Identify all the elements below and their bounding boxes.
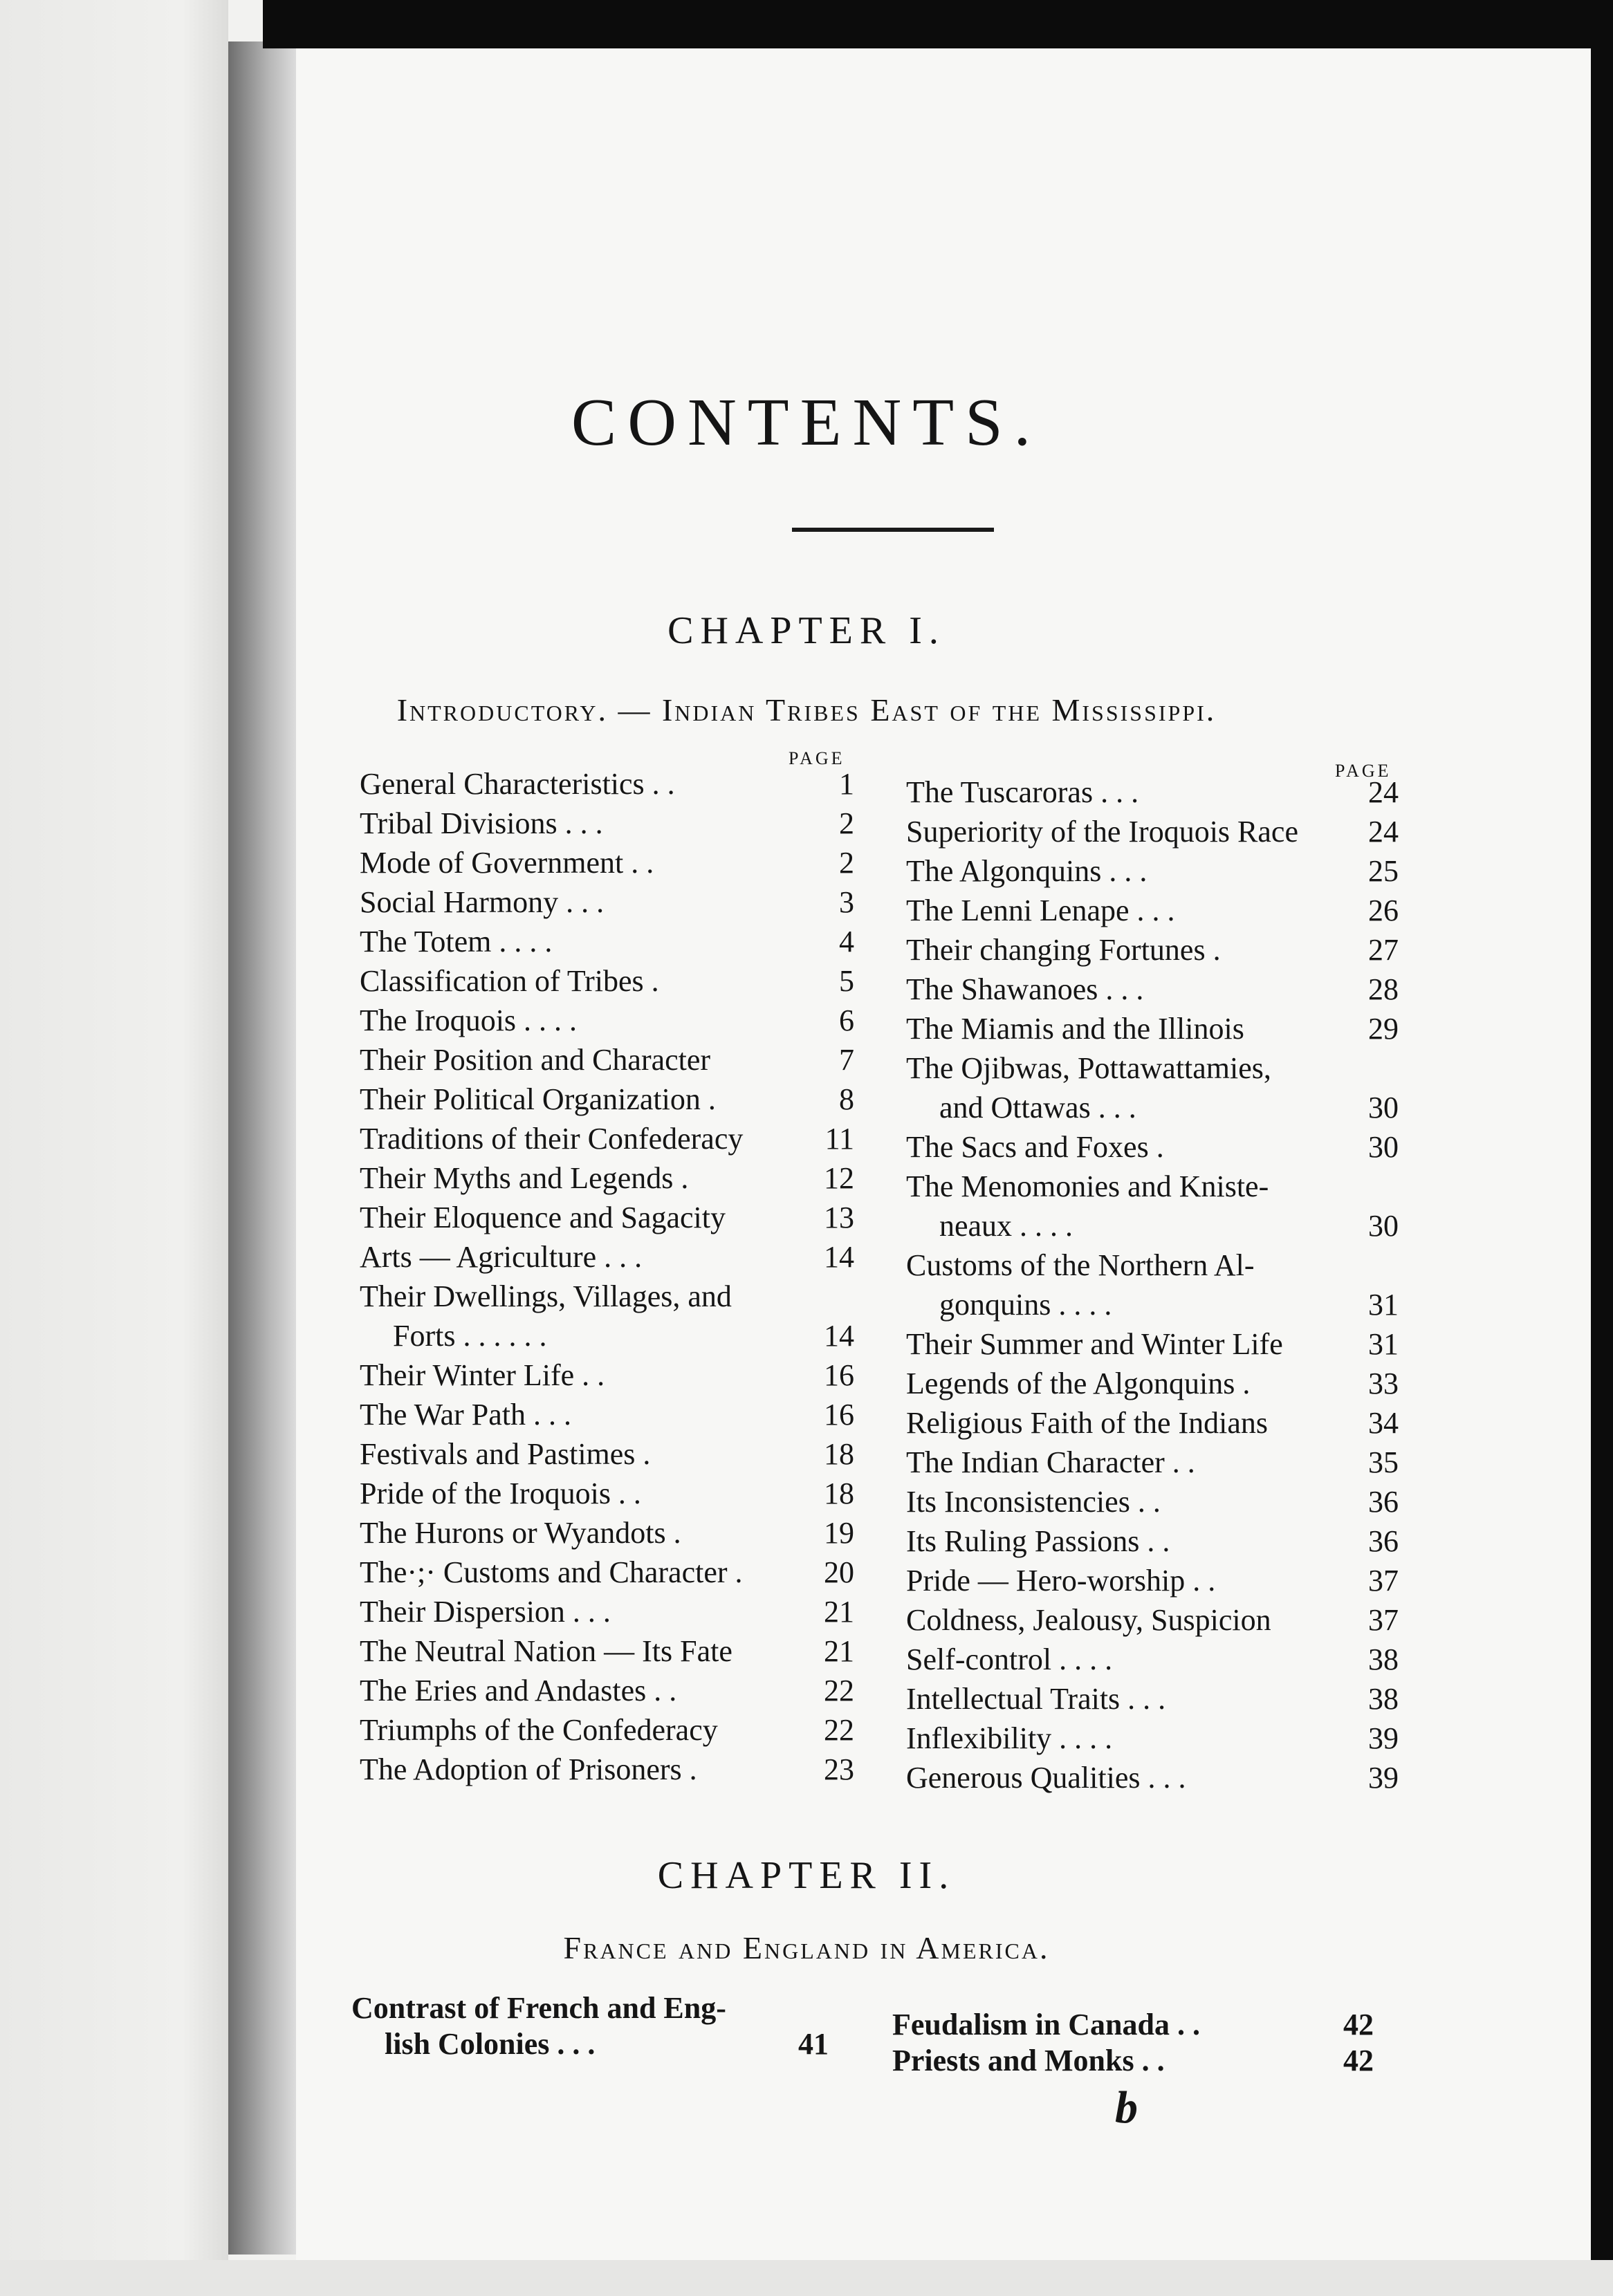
toc-entry-page: 18 bbox=[824, 1476, 854, 1510]
toc-entry bbox=[360, 845, 854, 885]
toc-entry bbox=[906, 1642, 1399, 1681]
toc-entry bbox=[906, 1563, 1399, 1602]
toc-entry bbox=[360, 1515, 854, 1555]
toc-entry-title: and Ottawas . . . bbox=[939, 1091, 1136, 1124]
toc-entry-page: 11 bbox=[824, 1122, 854, 1156]
toc-entry-page: 21 bbox=[824, 1595, 854, 1629]
toc-entry-page: 5 bbox=[839, 964, 854, 998]
chapter-1-subtitle: Introductory. — Indian Tribes East of the Mississippi. bbox=[396, 692, 1217, 728]
toc-entry-page: 6 bbox=[839, 1003, 854, 1037]
toc-entry bbox=[906, 1366, 1399, 1405]
toc-entry-page: 28 bbox=[1368, 972, 1399, 1006]
toc-entry bbox=[360, 885, 854, 924]
toc-entry bbox=[906, 1681, 1399, 1721]
toc-entry-title: neaux . . . . bbox=[939, 1209, 1073, 1243]
toc-entry bbox=[360, 806, 854, 845]
toc-entry bbox=[906, 814, 1399, 853]
toc-entry-title: Its Inconsistencies . . bbox=[906, 1485, 1161, 1519]
toc-entry-title: Their Position and Character bbox=[360, 1043, 711, 1077]
toc-entry bbox=[360, 1003, 854, 1042]
toc-entry-page: 12 bbox=[824, 1161, 854, 1195]
toc-entry-title: Their Dispersion . . . bbox=[360, 1595, 611, 1629]
toc-entry-title: The War Path . . . bbox=[360, 1398, 572, 1432]
toc-entry bbox=[360, 1673, 854, 1712]
toc-entry-title: Generous Qualities . . . bbox=[906, 1761, 1186, 1795]
toc-entry-page: 24 bbox=[1368, 815, 1399, 849]
toc-entry-page: 22 bbox=[824, 1674, 854, 1707]
chapter-2-subtitle: France and England in America. bbox=[563, 1930, 1050, 1965]
toc-entry-title: Forts . . . . . . bbox=[393, 1319, 547, 1353]
toc-entry bbox=[906, 1524, 1399, 1563]
toc-entry bbox=[360, 1476, 854, 1515]
toc-entry-title: Their Winter Life . . bbox=[360, 1358, 605, 1392]
toc-entry-page: 33 bbox=[1368, 1367, 1399, 1400]
chapter-1-right-column bbox=[906, 775, 1399, 1799]
chapter-1-heading: CHAPTER I. bbox=[667, 609, 946, 652]
toc-entry-title: Classification of Tribes . bbox=[360, 964, 659, 998]
toc-entry bbox=[906, 932, 1399, 972]
toc-entry bbox=[906, 1169, 1399, 1208]
toc-entry-page: 30 bbox=[1368, 1091, 1399, 1124]
signature-mark: b bbox=[1115, 2082, 1138, 2133]
toc-entry-title: Priests and Monks . . bbox=[892, 2044, 1165, 2077]
toc-entry-title: The Iroquois . . . . bbox=[360, 1003, 578, 1037]
toc-entry bbox=[360, 1397, 854, 1436]
toc-entry-title: Arts — Agriculture . . . bbox=[360, 1240, 643, 1274]
toc-entry-title: The Lenni Lenape . . . bbox=[906, 894, 1175, 927]
toc-entry bbox=[360, 1042, 854, 1082]
toc-entry bbox=[360, 963, 854, 1003]
title-rule bbox=[792, 528, 994, 532]
toc-entry bbox=[360, 1752, 854, 1791]
toc-entry-page: 29 bbox=[1368, 1012, 1399, 1046]
toc-entry-title: Feudalism in Canada . . bbox=[892, 2008, 1200, 2042]
toc-entry-page: 31 bbox=[1368, 1288, 1399, 1322]
toc-entry-page: 2 bbox=[839, 806, 854, 840]
toc-entry-page: 16 bbox=[824, 1358, 854, 1392]
toc-entry-page: 4 bbox=[839, 925, 854, 959]
toc-entry-page: 42 bbox=[1343, 2008, 1374, 2042]
toc-entry bbox=[892, 2043, 1374, 2079]
toc-entry-page: 39 bbox=[1368, 1761, 1399, 1795]
toc-entry-page: 23 bbox=[824, 1752, 854, 1786]
toc-entry-page: 21 bbox=[824, 1634, 854, 1668]
toc-entry-title: The Totem . . . . bbox=[360, 925, 553, 959]
toc-entry-title: General Characteristics . . bbox=[360, 767, 675, 801]
toc-entry-title: Mode of Government . . bbox=[360, 846, 654, 880]
toc-entry-title: The Miamis and the Illinois bbox=[906, 1012, 1244, 1046]
toc-entry bbox=[360, 1555, 854, 1594]
toc-entry-page: 31 bbox=[1368, 1327, 1399, 1361]
toc-entry-page: 8 bbox=[839, 1082, 854, 1116]
toc-entry bbox=[360, 1358, 854, 1397]
toc-entry bbox=[906, 1445, 1399, 1484]
toc-entry-title: Their Dwellings, Villages, and bbox=[360, 1279, 732, 1313]
scan-border-top bbox=[263, 0, 1613, 48]
toc-entry-page: 19 bbox=[824, 1516, 854, 1550]
toc-entry-page: 30 bbox=[1368, 1209, 1399, 1243]
toc-entry-title: The Hurons or Wyandots . bbox=[360, 1516, 681, 1550]
toc-entry-page: 24 bbox=[1368, 775, 1399, 809]
toc-entry-page: 41 bbox=[798, 2027, 829, 2061]
toc-entry-page: 30 bbox=[1368, 1130, 1399, 1164]
chapter-1-left-column bbox=[360, 766, 854, 1791]
toc-entry bbox=[360, 924, 854, 963]
toc-entry-title: Contrast of French and Eng- bbox=[351, 1991, 726, 2025]
toc-entry bbox=[360, 1239, 854, 1279]
toc-entry bbox=[906, 1760, 1399, 1799]
toc-entry bbox=[360, 1121, 854, 1160]
toc-entry bbox=[906, 1326, 1399, 1366]
toc-entry-title: Traditions of their Confederacy bbox=[360, 1122, 744, 1156]
toc-entry bbox=[906, 1287, 1399, 1326]
toc-entry bbox=[360, 766, 854, 806]
page-title: CONTENTS. bbox=[571, 385, 1042, 460]
toc-entry-title: The Indian Character . . bbox=[906, 1445, 1195, 1479]
toc-entry bbox=[351, 1990, 829, 2026]
toc-entry-page: 39 bbox=[1368, 1721, 1399, 1755]
toc-entry-title: Tribal Divisions . . . bbox=[360, 806, 603, 840]
toc-entry-title: Pride of the Iroquois . . bbox=[360, 1476, 641, 1510]
toc-entry bbox=[906, 1090, 1399, 1129]
toc-entry-title: Religious Faith of the Indians bbox=[906, 1406, 1269, 1440]
toc-entry-title: The Tuscaroras . . . bbox=[906, 775, 1139, 809]
toc-entry-page: 22 bbox=[824, 1713, 854, 1747]
toc-entry bbox=[906, 775, 1399, 814]
toc-entry-title: Intellectual Traits . . . bbox=[906, 1682, 1166, 1716]
toc-entry-page: 37 bbox=[1368, 1603, 1399, 1637]
toc-entry-page: 38 bbox=[1368, 1642, 1399, 1676]
toc-entry bbox=[360, 1160, 854, 1200]
toc-entry-page: 14 bbox=[824, 1240, 854, 1274]
toc-entry-title: Their Myths and Legends . bbox=[360, 1161, 689, 1195]
toc-entry-title: The Adoption of Prisoners . bbox=[360, 1752, 697, 1786]
toc-entry-page: 35 bbox=[1368, 1445, 1399, 1479]
toc-entry-title: Social Harmony . . . bbox=[360, 885, 605, 919]
toc-entry bbox=[906, 1602, 1399, 1642]
toc-entry bbox=[906, 1248, 1399, 1287]
page-column-label-left: PAGE bbox=[789, 748, 845, 768]
toc-entry-title: The Ojibwas, Pottawattamies, bbox=[906, 1051, 1271, 1085]
toc-entry-title: Festivals and Pastimes . bbox=[360, 1437, 651, 1471]
toc-entry-title: Self-control . . . . bbox=[906, 1642, 1113, 1676]
toc-entry bbox=[360, 1594, 854, 1633]
toc-entry bbox=[360, 1712, 854, 1752]
page-column-label-right: PAGE bbox=[1335, 761, 1392, 781]
toc-entry-page: 37 bbox=[1368, 1564, 1399, 1598]
toc-entry-title: The·;· Customs and Character . bbox=[360, 1555, 743, 1589]
toc-entry-title: The Shawanoes . . . bbox=[906, 972, 1144, 1006]
toc-entry-title: Inflexibility . . . . bbox=[906, 1721, 1113, 1755]
toc-entry bbox=[360, 1633, 854, 1673]
toc-entry-title: Its Ruling Passions . . bbox=[906, 1524, 1170, 1558]
chapter-2-left-column bbox=[351, 1990, 829, 2062]
toc-entry-title: The Sacs and Foxes . bbox=[906, 1130, 1164, 1164]
book-binding bbox=[228, 41, 296, 2255]
toc-entry bbox=[360, 1082, 854, 1121]
toc-entry bbox=[906, 1721, 1399, 1760]
toc-entry-page: 25 bbox=[1368, 854, 1399, 888]
toc-entry-page: 7 bbox=[839, 1043, 854, 1077]
toc-entry-title: The Eries and Andastes . . bbox=[360, 1674, 677, 1707]
toc-entry-page: 36 bbox=[1368, 1524, 1399, 1558]
toc-entry-title: The Menomonies and Kniste- bbox=[906, 1169, 1269, 1203]
toc-entry-page: 2 bbox=[839, 846, 854, 880]
toc-entry bbox=[360, 1436, 854, 1476]
toc-entry-title: The Neutral Nation — Its Fate bbox=[360, 1634, 732, 1668]
toc-entry-title: Their Political Organization . bbox=[360, 1082, 716, 1116]
toc-entry-page: 26 bbox=[1368, 894, 1399, 927]
toc-entry-page: 34 bbox=[1368, 1406, 1399, 1440]
toc-entry bbox=[906, 1011, 1399, 1050]
toc-entry-page: 36 bbox=[1368, 1485, 1399, 1519]
toc-entry-page: 42 bbox=[1343, 2044, 1374, 2077]
toc-entry bbox=[906, 1484, 1399, 1524]
chapter-2-right-column bbox=[892, 2007, 1374, 2079]
toc-entry-page: 16 bbox=[824, 1398, 854, 1432]
toc-entry-page: 27 bbox=[1368, 933, 1399, 967]
toc-entry-title: Legends of the Algonquins . bbox=[906, 1367, 1251, 1400]
toc-entry-title: lish Colonies . . . bbox=[385, 2027, 596, 2061]
toc-entry-page: 20 bbox=[824, 1555, 854, 1589]
toc-entry-title: Coldness, Jealousy, Suspicion bbox=[906, 1603, 1271, 1637]
toc-entry bbox=[906, 1129, 1399, 1169]
toc-entry bbox=[906, 853, 1399, 893]
toc-entry-title: Their changing Fortunes . bbox=[906, 933, 1221, 967]
toc-entry-page: 18 bbox=[824, 1437, 854, 1471]
facing-page bbox=[0, 0, 228, 2261]
toc-entry bbox=[906, 1208, 1399, 1248]
toc-entry-title: Triumphs of the Confederacy bbox=[360, 1713, 718, 1747]
toc-entry-title: The Algonquins . . . bbox=[906, 854, 1147, 888]
toc-entry bbox=[360, 1200, 854, 1239]
scan-border-bottom bbox=[0, 2260, 1613, 2296]
toc-entry-title: gonquins . . . . bbox=[939, 1288, 1112, 1322]
toc-entry-title: Pride — Hero-worship . . bbox=[906, 1564, 1216, 1598]
toc-entry-title: Superiority of the Iroquois Race bbox=[906, 815, 1298, 849]
chapter-2-heading: CHAPTER II. bbox=[657, 1854, 956, 1897]
toc-entry-page: 38 bbox=[1368, 1682, 1399, 1716]
toc-entry bbox=[360, 1318, 854, 1358]
toc-entry-page: 3 bbox=[839, 885, 854, 919]
toc-entry bbox=[906, 893, 1399, 932]
toc-entry bbox=[906, 1405, 1399, 1445]
toc-entry-title: Customs of the Northern Al- bbox=[906, 1248, 1255, 1282]
toc-entry-title: Their Eloquence and Sagacity bbox=[360, 1201, 726, 1234]
toc-entry-page: 1 bbox=[839, 767, 854, 801]
toc-entry bbox=[906, 972, 1399, 1011]
toc-entry bbox=[892, 2007, 1374, 2043]
toc-entry bbox=[351, 2026, 829, 2062]
toc-entry bbox=[906, 1050, 1399, 1090]
toc-entry-title: Their Summer and Winter Life bbox=[906, 1327, 1283, 1361]
toc-entry-page: 14 bbox=[824, 1319, 854, 1353]
toc-entry bbox=[360, 1279, 854, 1318]
toc-entry-page: 13 bbox=[824, 1201, 854, 1234]
